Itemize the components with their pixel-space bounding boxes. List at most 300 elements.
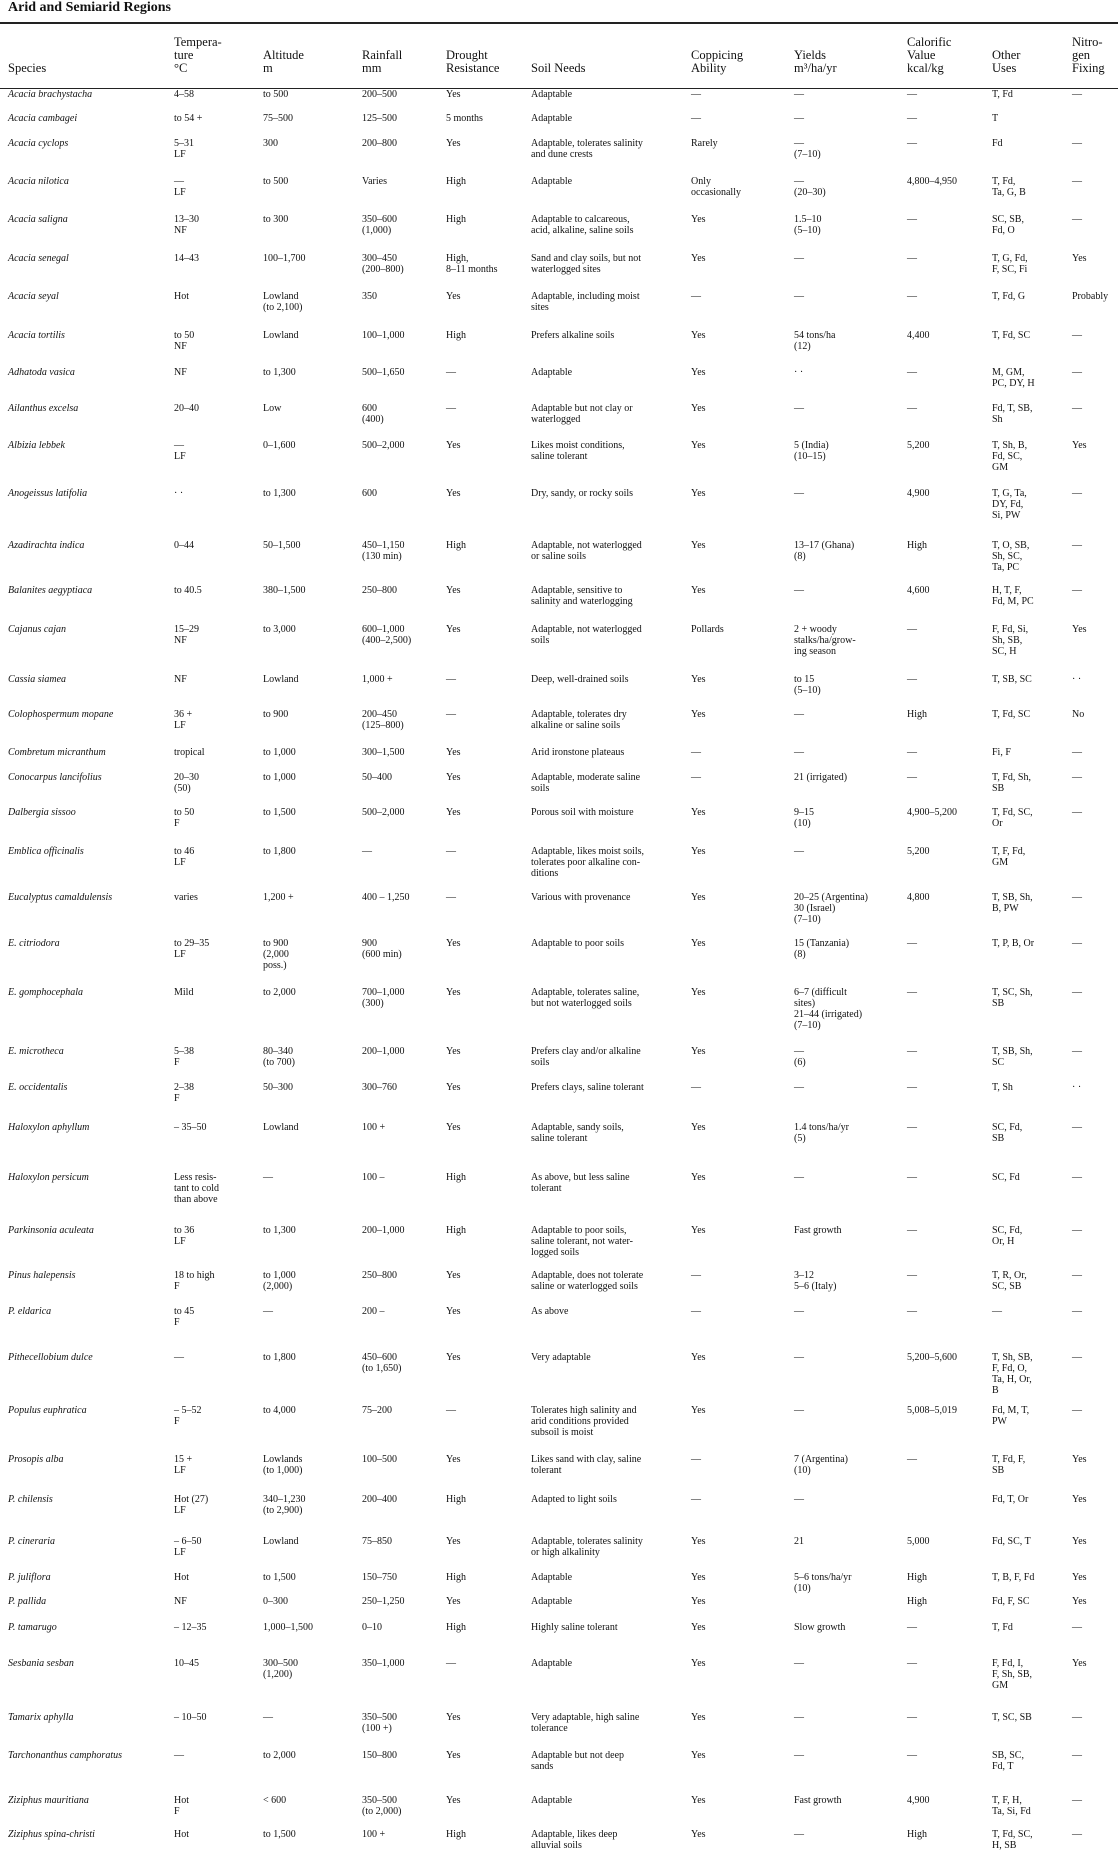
cell-soil: Adaptable to poor soils, saline tolerant, not water- logged soils bbox=[531, 1225, 633, 1258]
cell-species: Acacia senegal bbox=[8, 253, 69, 264]
cell-cal: — bbox=[907, 747, 917, 758]
cell-copp: Yes bbox=[691, 987, 706, 998]
cell-soil: Adaptable, not waterlogged soils bbox=[531, 624, 642, 646]
cell-uses: SC, Fd, SB bbox=[992, 1122, 1023, 1144]
cell-temp: 18 to high F bbox=[174, 1270, 215, 1292]
cell-species: Eucalyptus camaldulensis bbox=[8, 892, 113, 903]
cell-cal: 4,900–5,200 bbox=[907, 807, 957, 818]
cell-copp: Yes bbox=[691, 892, 706, 903]
cell-cal: 5,200 bbox=[907, 440, 930, 451]
cell-soil: Adaptable, sandy soils, saline tolerant bbox=[531, 1122, 624, 1144]
cell-species: Adhatoda vasica bbox=[8, 367, 75, 378]
cell-copp: Yes bbox=[691, 1596, 706, 1607]
cell-copp: — bbox=[691, 1082, 701, 1093]
cell-cal: — bbox=[907, 403, 917, 414]
cell-alt: to 1,500 bbox=[263, 807, 296, 818]
cell-nfix: Yes bbox=[1072, 1596, 1087, 1607]
cell-species: P. pallida bbox=[8, 1596, 47, 1607]
cell-uses: SC, Fd bbox=[992, 1172, 1020, 1183]
cell-temp: to 50 NF bbox=[174, 330, 195, 352]
cell-alt: Lowland bbox=[263, 330, 299, 341]
cell-cal: — bbox=[907, 367, 917, 378]
cell-rain: 200–800 bbox=[362, 138, 397, 149]
cell-nfix: Probably bbox=[1072, 291, 1109, 302]
cell-yield: — (20–30) bbox=[794, 176, 826, 198]
cell-copp: Yes bbox=[691, 1046, 706, 1057]
cell-species: Parkinsonia aculeata bbox=[8, 1225, 94, 1236]
cell-copp: Yes bbox=[691, 938, 706, 949]
cell-soil: Very adaptable, high saline tolerance bbox=[531, 1712, 640, 1734]
cell-cal: — bbox=[907, 1658, 917, 1669]
cell-species: Tarchonanthus camphoratus bbox=[8, 1750, 122, 1761]
cell-drought: Yes bbox=[446, 1306, 461, 1317]
cell-rain: 125–500 bbox=[362, 113, 397, 124]
cell-drought: Yes bbox=[446, 1795, 461, 1806]
cell-species: P. cineraria bbox=[8, 1536, 56, 1547]
cell-drought: High bbox=[446, 1494, 466, 1505]
cell-yield: 5–6 tons/ha/yr (10) bbox=[794, 1572, 852, 1594]
cell-soil: Prefers clay and/or alkaline soils bbox=[531, 1046, 641, 1068]
cell-copp: Yes bbox=[691, 253, 706, 264]
cell-species: E. gomphocephala bbox=[8, 987, 83, 998]
cell-cal: — bbox=[907, 1270, 917, 1281]
cell-alt: to 3,000 bbox=[263, 624, 296, 635]
cell-yield: — bbox=[794, 1405, 804, 1416]
cell-yield: · · bbox=[794, 367, 804, 378]
cell-drought: Yes bbox=[446, 747, 461, 758]
cell-copp: Yes bbox=[691, 1172, 706, 1183]
cell-temp: NF bbox=[174, 1596, 187, 1607]
cell-uses: T, SB, Sh, B, PW bbox=[992, 892, 1033, 914]
cell-drought: Yes bbox=[446, 1082, 461, 1093]
cell-drought: — bbox=[446, 403, 456, 414]
cell-rain: 100 – bbox=[362, 1172, 385, 1183]
cell-soil: Adaptable, likes moist soils, tolerates poor alkaline con- ditions bbox=[531, 846, 645, 879]
cell-copp: — bbox=[691, 89, 701, 100]
cell-uses: T, Sh, SB, F, Fd, O, Ta, H, Or, B bbox=[992, 1352, 1033, 1396]
cell-uses: Fd bbox=[992, 138, 1003, 149]
cell-copp: Yes bbox=[691, 1829, 706, 1840]
cell-soil: Tolerates high salinity and arid conditions provided subsoil is moist bbox=[531, 1405, 637, 1438]
cell-copp: Yes bbox=[691, 1622, 706, 1633]
cell-temp: to 40.5 bbox=[174, 585, 202, 596]
cell-drought: Yes bbox=[446, 772, 461, 783]
cell-drought: — bbox=[446, 367, 456, 378]
cell-alt: 380–1,500 bbox=[263, 585, 306, 596]
cell-alt: 1,200 + bbox=[263, 892, 294, 903]
title-rule bbox=[0, 22, 1118, 24]
cell-cal: — bbox=[907, 938, 917, 949]
cell-nfix: — bbox=[1072, 1795, 1082, 1806]
cell-drought: Yes bbox=[446, 624, 461, 635]
cell-temp: – 10–50 bbox=[174, 1712, 207, 1723]
cell-drought: Yes bbox=[446, 1046, 461, 1057]
cell-soil: Likes moist conditions, saline tolerant bbox=[531, 440, 625, 462]
cell-temp: varies bbox=[174, 892, 198, 903]
cell-nfix: Yes bbox=[1072, 1454, 1087, 1465]
cell-rain: 500–2,000 bbox=[362, 440, 405, 451]
cell-species: Acacia brachystacha bbox=[8, 89, 93, 100]
cell-uses: F, Fd, Si, Sh, SB, SC, H bbox=[992, 624, 1029, 657]
cell-yield: — bbox=[794, 291, 804, 302]
cell-copp: Yes bbox=[691, 1536, 706, 1547]
cell-cal: — bbox=[907, 987, 917, 998]
cell-uses: T, G, Ta, DY, Fd, Si, PW bbox=[992, 488, 1027, 521]
cell-yield: — bbox=[794, 846, 804, 857]
cell-yield: — bbox=[794, 1082, 804, 1093]
cell-cal: 4,800–4,950 bbox=[907, 176, 957, 187]
cell-soil: Adaptable to calcareous, acid, alkaline, saline soils bbox=[531, 214, 634, 236]
cell-cal: High bbox=[907, 709, 927, 720]
cell-nfix: — bbox=[1072, 585, 1082, 596]
cell-drought: High, 8–11 months bbox=[446, 253, 498, 275]
cell-temp: — LF bbox=[174, 176, 186, 198]
cell-alt: < 600 bbox=[263, 1795, 287, 1806]
cell-temp: Hot bbox=[174, 1572, 189, 1583]
cell-soil: Adaptable bbox=[531, 113, 573, 124]
cell-soil: Likes sand with clay, saline tolerant bbox=[531, 1454, 642, 1476]
cell-alt: Lowland (to 2,100) bbox=[263, 291, 303, 313]
cell-rain: 350–500 (to 2,000) bbox=[362, 1795, 402, 1817]
cell-copp: Only occasionally bbox=[691, 176, 741, 198]
cell-cal: 4,800 bbox=[907, 892, 930, 903]
cell-uses: SB, SC, Fd, T bbox=[992, 1750, 1024, 1772]
cell-soil: Adaptable bbox=[531, 1795, 573, 1806]
cell-copp: Yes bbox=[691, 1405, 706, 1416]
cell-uses: SC, Fd, Or, H bbox=[992, 1225, 1023, 1247]
cell-drought: Yes bbox=[446, 938, 461, 949]
cell-rain: 250–800 bbox=[362, 1270, 397, 1281]
cell-temp: 5–38 F bbox=[174, 1046, 194, 1068]
cell-alt: to 900 (2,000 poss.) bbox=[263, 938, 289, 971]
cell-copp: — bbox=[691, 291, 701, 302]
column-header-temp: Tempera- ture °C bbox=[174, 35, 222, 75]
cell-copp: Yes bbox=[691, 488, 706, 499]
cell-species: Conocarpus lancifolius bbox=[8, 772, 102, 783]
cell-drought: Yes bbox=[446, 1712, 461, 1723]
cell-uses: T, SC, Sh, SB bbox=[992, 987, 1033, 1009]
cell-drought: High bbox=[446, 330, 466, 341]
cell-soil: Highly saline tolerant bbox=[531, 1622, 618, 1633]
cell-nfix: — bbox=[1072, 89, 1082, 100]
cell-nfix: — bbox=[1072, 772, 1082, 783]
cell-temp: 10–45 bbox=[174, 1658, 199, 1669]
cell-temp: NF bbox=[174, 674, 187, 685]
cell-species: P. tamarugo bbox=[8, 1622, 57, 1633]
cell-cal: — bbox=[907, 214, 917, 225]
cell-alt: 75–500 bbox=[263, 113, 293, 124]
cell-uses: T, SC, SB bbox=[992, 1712, 1032, 1723]
cell-uses: — bbox=[992, 1306, 1002, 1317]
column-header-species: Species bbox=[8, 61, 47, 75]
cell-soil: Adaptable bbox=[531, 1572, 573, 1583]
cell-nfix: — bbox=[1072, 138, 1082, 149]
cell-rain: 400 – 1,250 bbox=[362, 892, 410, 903]
column-header-uses: Other Uses bbox=[992, 48, 1021, 75]
column-header-alt: Altitude m bbox=[263, 48, 304, 75]
cell-alt: to 1,000 (2,000) bbox=[263, 1270, 296, 1292]
cell-yield: 21 (irrigated) bbox=[794, 772, 848, 783]
cell-yield: — bbox=[794, 709, 804, 720]
cell-temp: 5–31 LF bbox=[174, 138, 194, 160]
cell-drought: Yes bbox=[446, 1352, 461, 1363]
cell-alt: to 1,300 bbox=[263, 367, 296, 378]
cell-drought: 5 months bbox=[446, 113, 483, 124]
cell-rain: 600 (400) bbox=[362, 403, 384, 425]
cell-cal: 4,600 bbox=[907, 585, 930, 596]
cell-drought: — bbox=[446, 674, 456, 685]
cell-rain: 200 – bbox=[362, 1306, 385, 1317]
cell-drought: Yes bbox=[446, 1596, 461, 1607]
cell-copp: Yes bbox=[691, 367, 706, 378]
cell-temp: 15–29 NF bbox=[174, 624, 199, 646]
cell-soil: Adaptable bbox=[531, 89, 573, 100]
cell-copp: Yes bbox=[691, 846, 706, 857]
cell-yield: — bbox=[794, 113, 804, 124]
cell-nfix: — bbox=[1072, 1405, 1082, 1416]
cell-rain: 250–1,250 bbox=[362, 1596, 405, 1607]
cell-cal: — bbox=[907, 1225, 917, 1236]
cell-cal: — bbox=[907, 89, 917, 100]
cell-rain: 200–500 bbox=[362, 89, 397, 100]
cell-yield: to 15 (5–10) bbox=[794, 674, 821, 696]
cell-uses: T, F, H, Ta, Si, Fd bbox=[992, 1795, 1031, 1817]
cell-species: Acacia seyal bbox=[8, 291, 59, 302]
cell-species: Acacia cyclops bbox=[8, 138, 69, 149]
cell-drought: Yes bbox=[446, 987, 461, 998]
cell-nfix: — bbox=[1072, 1306, 1082, 1317]
cell-cal: — bbox=[907, 674, 917, 685]
cell-uses: T, Fd bbox=[992, 89, 1013, 100]
cell-temp: to 54 + bbox=[174, 113, 203, 124]
cell-alt: — bbox=[263, 1172, 273, 1183]
cell-drought: — bbox=[446, 1405, 456, 1416]
cell-temp: 14–43 bbox=[174, 253, 199, 264]
cell-cal: — bbox=[907, 1082, 917, 1093]
cell-nfix: — bbox=[1072, 214, 1082, 225]
cell-uses: Fi, F bbox=[992, 747, 1011, 758]
cell-uses: T, Fd, SC bbox=[992, 709, 1031, 720]
cell-cal: — bbox=[907, 1306, 917, 1317]
cell-uses: T, B, F, Fd bbox=[992, 1572, 1035, 1583]
cell-soil: Adaptable, tolerates saline, but not waterlogged soils bbox=[531, 987, 640, 1009]
cell-cal: — bbox=[907, 1454, 917, 1465]
cell-species: Cajanus cajan bbox=[8, 624, 67, 635]
cell-cal: — bbox=[907, 291, 917, 302]
cell-copp: Yes bbox=[691, 1658, 706, 1669]
cell-species: Ziziphus spina-christi bbox=[8, 1829, 95, 1840]
cell-cal: High bbox=[907, 1572, 927, 1583]
cell-temp: tropical bbox=[174, 747, 205, 758]
cell-temp: 2–38 F bbox=[174, 1082, 194, 1104]
cell-rain: 600 bbox=[362, 488, 377, 499]
cell-rain: 350 bbox=[362, 291, 377, 302]
cell-copp: Yes bbox=[691, 540, 706, 551]
cell-alt: 340–1,230 (to 2,900) bbox=[263, 1494, 306, 1516]
cell-species: Pithecellobium dulce bbox=[8, 1352, 93, 1363]
cell-temp: Hot F bbox=[174, 1795, 189, 1817]
cell-yield: — bbox=[794, 1750, 804, 1761]
cell-cal: — bbox=[907, 113, 917, 124]
column-header-rain: Rainfall mm bbox=[362, 48, 403, 75]
cell-soil: Adaptable, likes deep alluvial soils bbox=[531, 1829, 618, 1851]
cell-temp: · · bbox=[174, 488, 184, 499]
cell-nfix: · · bbox=[1072, 1082, 1082, 1093]
cell-uses: T, P, B, Or bbox=[992, 938, 1035, 949]
cell-uses: T, G, Fd, F, SC, Fi bbox=[992, 253, 1028, 275]
cell-yield: — bbox=[794, 1658, 804, 1669]
cell-rain: 200–450 (125–800) bbox=[362, 709, 404, 731]
cell-alt: 50–1,500 bbox=[263, 540, 301, 551]
cell-yield: 13–17 (Ghana) (8) bbox=[794, 540, 855, 562]
cell-rain: 250–800 bbox=[362, 585, 397, 596]
cell-yield: — bbox=[794, 488, 804, 499]
cell-cal: — bbox=[907, 772, 917, 783]
cell-uses: H, T, F, Fd, M, PC bbox=[992, 585, 1034, 607]
cell-temp: Hot bbox=[174, 291, 189, 302]
cell-rain: 1,000 + bbox=[362, 674, 393, 685]
cell-copp: Rarely bbox=[691, 138, 718, 149]
cell-alt: 100–1,700 bbox=[263, 253, 306, 264]
cell-soil: Adaptable, not waterlogged or saline soils bbox=[531, 540, 642, 562]
cell-soil: Dry, sandy, or rocky soils bbox=[531, 488, 634, 499]
cell-alt: 50–300 bbox=[263, 1082, 293, 1093]
cell-soil: Adaptable bbox=[531, 367, 573, 378]
cell-rain: 600–1,000 (400–2,500) bbox=[362, 624, 412, 646]
cell-temp: – 5–52 F bbox=[174, 1405, 202, 1427]
cell-rain: 200–1,000 bbox=[362, 1225, 405, 1236]
cell-cal: — bbox=[907, 253, 917, 264]
cell-temp: to 50 F bbox=[174, 807, 195, 829]
cell-rain: 100–1,000 bbox=[362, 330, 405, 341]
cell-rain: 100 + bbox=[362, 1829, 386, 1840]
cell-soil: Arid ironstone plateaus bbox=[531, 747, 625, 758]
cell-species: Cassia siamea bbox=[8, 674, 67, 685]
cell-yield: — bbox=[794, 1306, 804, 1317]
cell-cal: — bbox=[907, 138, 917, 149]
cell-rain: 100–500 bbox=[362, 1454, 397, 1465]
cell-rain: 150–750 bbox=[362, 1572, 397, 1583]
cell-yield: 2 + woody stalks/ha/grow- ing season bbox=[794, 624, 856, 657]
cell-uses: F, Fd, I, F, Sh, SB, GM bbox=[992, 1658, 1033, 1691]
cell-cal: High bbox=[907, 1596, 927, 1607]
cell-temp: – 12–35 bbox=[174, 1622, 207, 1633]
cell-temp: to 29–35 LF bbox=[174, 938, 210, 960]
cell-yield: — bbox=[794, 89, 804, 100]
cell-cal: 4,900 bbox=[907, 488, 930, 499]
cell-species: Haloxylon aphyllum bbox=[8, 1122, 90, 1133]
cell-drought: Yes bbox=[446, 89, 461, 100]
cell-alt: to 500 bbox=[263, 176, 289, 187]
cell-species: Acacia cambagei bbox=[8, 113, 78, 124]
cell-yield: — bbox=[794, 253, 804, 264]
cell-nfix: — bbox=[1072, 1046, 1082, 1057]
cell-rain: 500–2,000 bbox=[362, 807, 405, 818]
cell-rain: 300–450 (200–800) bbox=[362, 253, 404, 275]
cell-uses: T, Fd bbox=[992, 1622, 1013, 1633]
cell-drought: Yes bbox=[446, 138, 461, 149]
cell-cal: — bbox=[907, 1046, 917, 1057]
cell-copp: Yes bbox=[691, 1352, 706, 1363]
cell-alt: to 500 bbox=[263, 89, 289, 100]
cell-uses: T, Fd, Sh, SB bbox=[992, 772, 1031, 794]
cell-copp: Yes bbox=[691, 585, 706, 596]
cell-soil: Prefers alkaline soils bbox=[531, 330, 615, 341]
cell-alt: to 2,000 bbox=[263, 987, 296, 998]
cell-nfix: — bbox=[1072, 1352, 1082, 1363]
cell-temp: 13–30 NF bbox=[174, 214, 199, 236]
cell-cal: 5,000 bbox=[907, 1536, 930, 1547]
cell-soil: Adapted to light soils bbox=[531, 1494, 617, 1505]
cell-soil: Adaptable, sensitive to salinity and waterlogging bbox=[531, 585, 633, 607]
cell-temp: Hot (27) LF bbox=[174, 1494, 209, 1516]
cell-yield: — bbox=[794, 1352, 804, 1363]
cell-species: Acacia saligna bbox=[8, 214, 68, 225]
cell-yield: 5 (India) (10–15) bbox=[794, 440, 829, 462]
cell-species: Combretum micranthum bbox=[8, 747, 106, 758]
cell-copp: Yes bbox=[691, 1122, 706, 1133]
cell-alt: to 1,300 bbox=[263, 1225, 296, 1236]
cell-uses: Fd, M, T, PW bbox=[992, 1405, 1030, 1427]
cell-nfix: No bbox=[1072, 709, 1085, 720]
cell-alt: 0–300 bbox=[263, 1596, 288, 1607]
cell-nfix: Yes bbox=[1072, 1658, 1087, 1669]
cell-uses: T, SB, Sh, SC bbox=[992, 1046, 1033, 1068]
cell-alt: Lowlands (to 1,000) bbox=[263, 1454, 303, 1476]
cell-species: Tamarix aphylla bbox=[8, 1712, 74, 1723]
cell-rain: 100 + bbox=[362, 1122, 386, 1133]
cell-species: P. eldarica bbox=[8, 1306, 52, 1317]
cell-yield: — (7–10) bbox=[794, 138, 821, 160]
cell-copp: Yes bbox=[691, 1795, 706, 1806]
cell-nfix: Yes bbox=[1072, 1572, 1087, 1583]
cell-cal: — bbox=[907, 1750, 917, 1761]
cell-temp: to 36 LF bbox=[174, 1225, 195, 1247]
cell-temp: — bbox=[174, 1750, 184, 1761]
cell-uses: Fd, T, Or bbox=[992, 1494, 1029, 1505]
cell-rain: 300–1,500 bbox=[362, 747, 405, 758]
cell-drought: Yes bbox=[446, 807, 461, 818]
cell-alt: to 900 bbox=[263, 709, 289, 720]
cell-copp: Yes bbox=[691, 709, 706, 720]
cell-nfix: — bbox=[1072, 1172, 1082, 1183]
cell-species: Balanites aegyptiaca bbox=[8, 585, 93, 596]
cell-alt: 300–500 (1,200) bbox=[263, 1658, 298, 1680]
cell-alt: to 1,300 bbox=[263, 488, 296, 499]
cell-species: Dalbergia sissoo bbox=[8, 807, 76, 818]
cell-alt: Lowland bbox=[263, 1536, 299, 1547]
cell-rain: 900 (600 min) bbox=[362, 938, 402, 960]
cell-alt: to 1,800 bbox=[263, 846, 296, 857]
cell-soil: Various with provenance bbox=[531, 892, 631, 903]
cell-soil: Adaptable, tolerates dry alkaline or saline soils bbox=[531, 709, 627, 731]
cell-drought: Yes bbox=[446, 1750, 461, 1761]
cell-uses: T, Sh bbox=[992, 1082, 1013, 1093]
cell-nfix: Yes bbox=[1072, 1536, 1087, 1547]
cell-yield: 20–25 (Argentina) 30 (Israel) (7–10) bbox=[794, 892, 868, 925]
cell-species: Sesbania sesban bbox=[8, 1658, 74, 1669]
cell-copp: Yes bbox=[691, 330, 706, 341]
cell-species: Populus euphratica bbox=[8, 1405, 87, 1416]
cell-cal: 5,200–5,600 bbox=[907, 1352, 957, 1363]
column-header-nfix: Nitro- gen Fixing bbox=[1072, 35, 1105, 75]
cell-nfix: — bbox=[1072, 1750, 1082, 1761]
cell-temp: 20–40 bbox=[174, 403, 199, 414]
cell-nfix: — bbox=[1072, 488, 1082, 499]
page-title: Arid and Semiarid Regions bbox=[8, 0, 171, 15]
cell-alt: to 1,000 bbox=[263, 747, 296, 758]
cell-cal: — bbox=[907, 1622, 917, 1633]
